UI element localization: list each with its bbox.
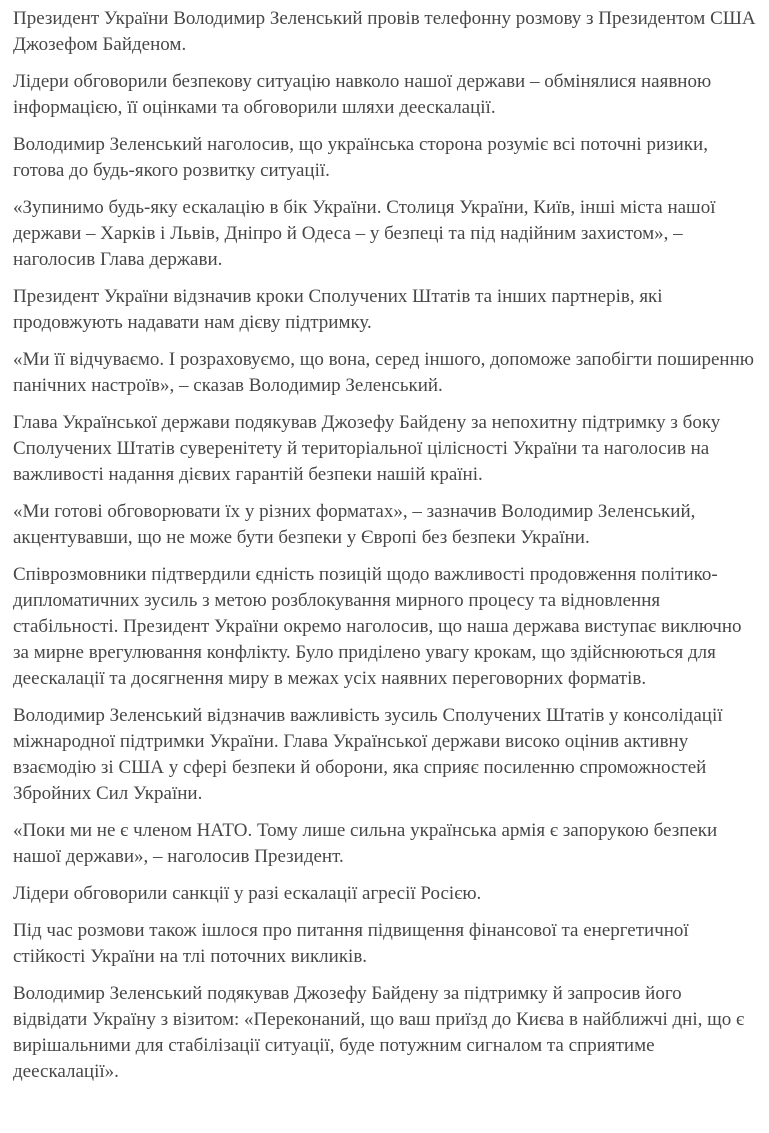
paragraph-diplomacy: Співрозмовники підтвердили єдність позицій щодо важливості продовження політико-дипломатичних зусиль з метою розблокування мирного процесу та відновлення стабільності. Президент України окремо наголосив, що наша держава виступає виключно за мирне врегулювання конфлікту. Було приділено увагу крокам, що здійснюються для деескалації та досягнення миру в межах усіх наявних переговорних форматів. (13, 564, 742, 689)
paragraph-consolidation: Володимир Зеленський відзначив важливість зусиль Сполучених Штатів у консолідації міжнародної підтримки України. Глава Української держави високо оцінив активну взаємодію зі США у сфері безпеки й оборони, яка сприяє посиленню спроможностей Збройних Сил України. (13, 705, 723, 804)
paragraph-gratitude: Глава Української держави подякував Джозефу Байдену за непохитну підтримку з боку Сполучених Штатів суверенітету й територіальної цілісності України та наголосив на важливості надання дієвих гарантій безпеки нашій країні. (13, 412, 721, 485)
paragraph-us-steps: Президент України відзначив кроки Сполучених Штатів та інших партнерів, які продовжують надавати нам дієву підтримку. (13, 286, 663, 333)
paragraph-quote-support: «Ми її відчуваємо. І розраховуємо, що вона, серед іншого, допоможе запобігти поширенню панічних настроїв», – сказав Володимир Зеленський. (13, 349, 754, 396)
paragraph-invitation: Володимир Зеленський подякував Джозефу Байдену за підтримку й запросив його відвідати Україну з візитом: «Переконаний, що ваш приїзд до Києва в найближчі дні, що є вирішальними для стабілізації ситуації, буде потужним сигналом та сприятиме деескалації». (13, 983, 745, 1082)
paragraph-resilience: Під час розмови також ішлося про питання підвищення фінансової та енергетичної стійкості України на тлі поточних викликів. (13, 920, 689, 967)
paragraph-lead: Президент України Володимир Зеленський провів телефонну розмову з Президентом США Джозефом Байденом. (13, 8, 756, 55)
paragraph-risks: Володимир Зеленський наголосив, що українська сторона розуміє всі поточні ризики, готова до будь-якого розвитку ситуації. (13, 134, 708, 181)
paragraph-quote-nato: «Поки ми не є членом НАТО. Тому лише сильна українська армія є запорукою безпеки нашої держави», – наголосив Президент. (13, 820, 718, 867)
paragraph-quote-cities: «Зупинимо будь-яку ескалацію в бік України. Столиця України, Київ, інші міста нашої держави – Харків і Львів, Дніпро й Одеса – у безпеці та під надійним захистом», – наголосив Глава держави. (13, 197, 716, 270)
paragraph-security-talk: Лідери обговорили безпекову ситуацію навколо нашої держави – обмінялися наявною інформацією, її оцінками та обговорили шляхи деескалації. (13, 71, 712, 118)
paragraph-sanctions: Лідери обговорили санкції у разі ескалації агресії Росією. (13, 883, 482, 904)
paragraph-quote-formats: «Ми готові обговорювати їх у різних форматах», – зазначив Володимир Зеленський, акцентувавши, що не може бути безпеки у Європі без безпеки України. (13, 501, 696, 548)
